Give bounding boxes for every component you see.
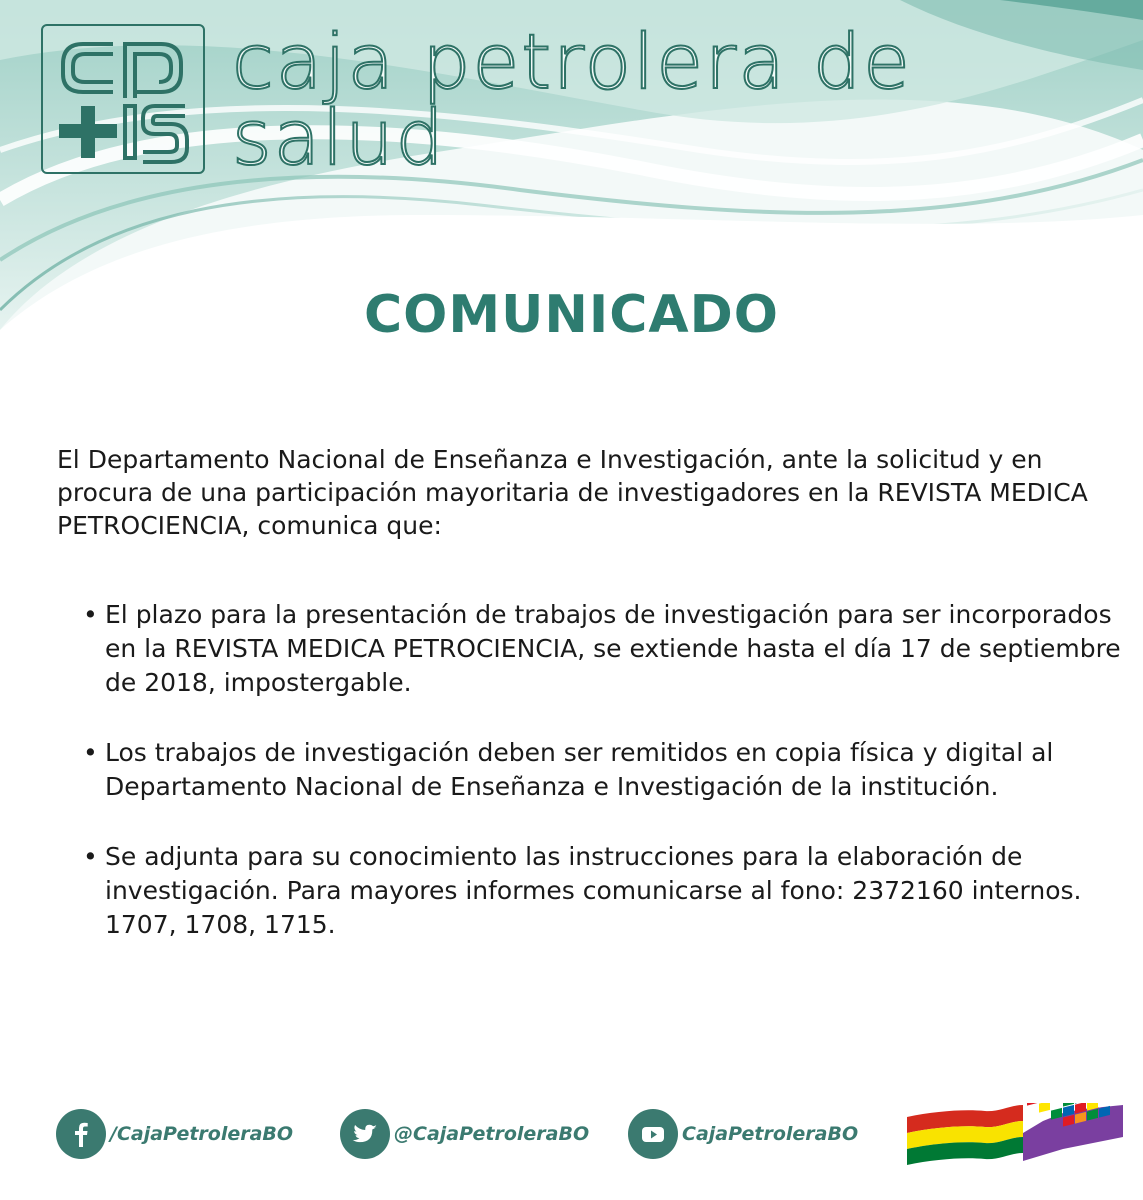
bullet-text: Los trabajos de investigación deben ser remitidos en copia física y digital al Departamento Nacional de Enseñanza e Investigación de la institución. bbox=[105, 738, 1054, 801]
brand-name: caja petrolera de salud bbox=[232, 17, 912, 182]
bullet-text: El plazo para la presentación de trabajos de investigación para ser incorporados en la REVISTA MEDICA PETROCIENCIA, se extiende hasta el día 17 de septiembre de 2018, impostergable. bbox=[105, 600, 1121, 697]
bullet-dot: • bbox=[83, 600, 98, 629]
logo-mark bbox=[43, 26, 203, 172]
notice-bullets bbox=[83, 598, 1123, 978]
facebook-link[interactable] bbox=[56, 1106, 293, 1162]
youtube-icon[interactable] bbox=[628, 1109, 678, 1159]
bullet-dot: • bbox=[83, 842, 98, 871]
facebook-icon[interactable] bbox=[56, 1109, 106, 1159]
wiphala-flag-icon bbox=[1023, 1103, 1123, 1161]
logo-text: cp+ls bbox=[43, 26, 46, 27]
bolivia-flag-icon bbox=[907, 1105, 1023, 1165]
list-item bbox=[83, 736, 1123, 804]
bullet-dot: • bbox=[83, 738, 98, 767]
youtube-handle[interactable]: CajaPetroleraBO bbox=[682, 1123, 859, 1145]
facebook-handle[interactable]: /CajaPetroleraBO bbox=[110, 1123, 294, 1145]
youtube-link[interactable] bbox=[628, 1106, 858, 1162]
brand-logo bbox=[41, 24, 205, 174]
bullet-text: Se adjunta para su conocimiento las instrucciones para la elaboración de investigación. Para mayores informes comunicarse al fono: 2372160 internos. 1707, 1708, 1715. bbox=[105, 842, 1082, 939]
twitter-link[interactable] bbox=[340, 1106, 589, 1162]
list-item bbox=[83, 598, 1123, 700]
bolivia-flags bbox=[905, 1103, 1125, 1165]
notice-title: COMUNICADO bbox=[364, 285, 779, 345]
notice-intro: El Departamento Nacional de Enseñanza e Investigación, ante la solicitud y en procura de una participación mayoritaria de investigadores en la REVISTA MEDICA PETROCIENCIA, comunica que: bbox=[57, 445, 1088, 540]
twitter-handle[interactable]: @CajaPetroleraBO bbox=[394, 1123, 590, 1145]
list-item bbox=[83, 840, 1123, 942]
twitter-icon[interactable] bbox=[340, 1109, 390, 1159]
